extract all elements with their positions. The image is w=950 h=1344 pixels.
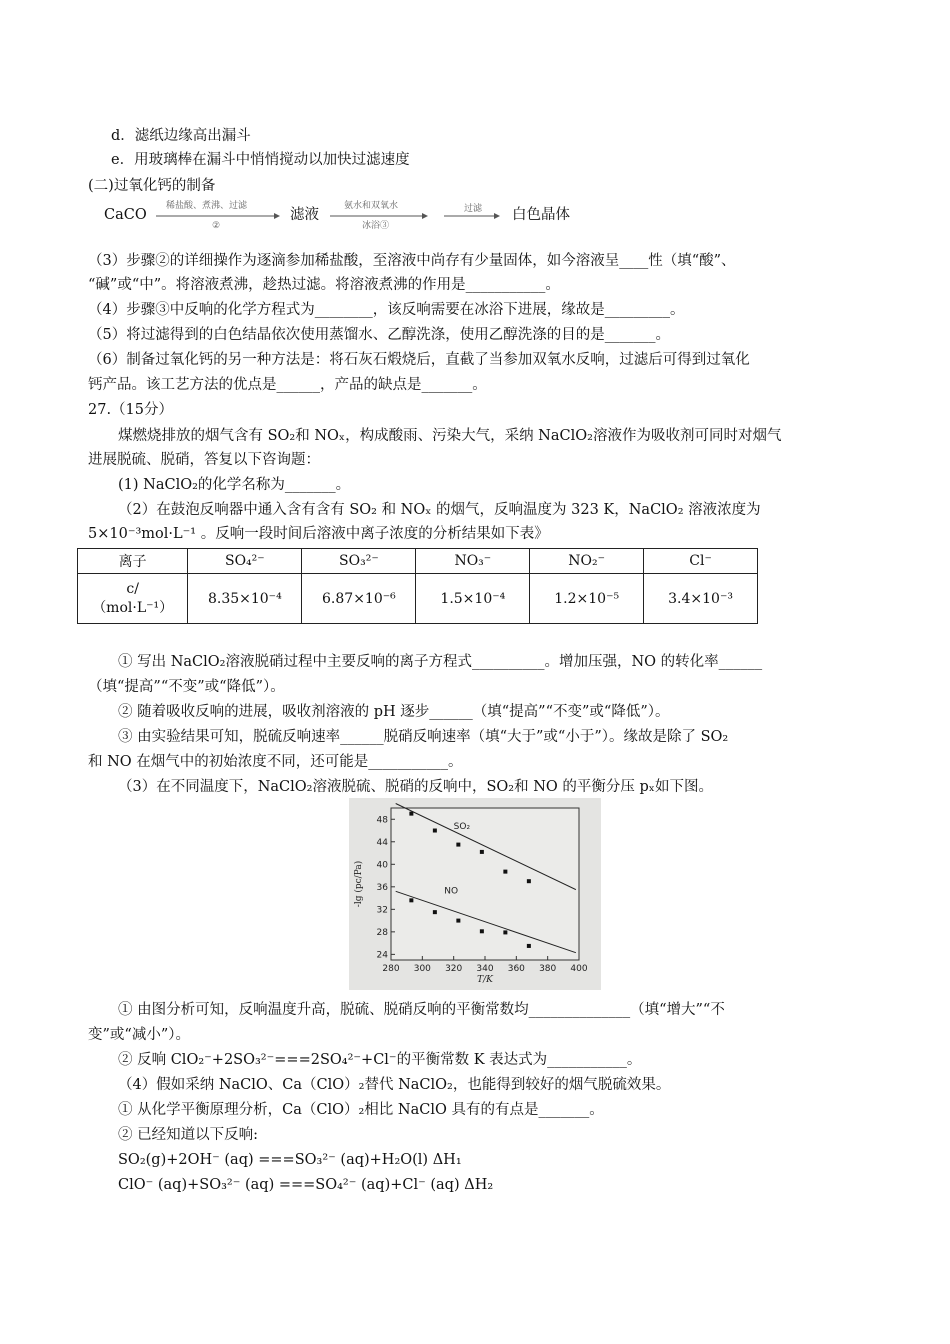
part-4-q1: ① 从化学平衡原理分析，Ca（ClO）₂相比 NaClO 具有的有点是_______。 — [118, 1102, 604, 1118]
question-3-line-1: （3）步骤②的详细操作为逐滴参加稀盐酸，至溶液中尚存有少量固体，如今溶液呈____性（填“酸”、 — [88, 253, 736, 269]
table-cell: 8.35×10⁻⁴ — [188, 574, 302, 624]
flow-mid: 滤液 — [290, 207, 319, 223]
q27-part-2-line-1: （2）在鼓泡反响器中通入含有含有 SO₂ 和 NOₓ 的烟气，反响温度为 323 K，NaClO₂ 溶液浓度为 — [118, 502, 761, 518]
y-tick-label: 36 — [376, 882, 388, 893]
q27-part-3: （3）在不同温度下，NaClO₂溶液脱硫、脱硝的反响中，SO₂和 NO 的平衡分压 pₓ如下图。 — [118, 779, 713, 795]
x-tick-label: 300 — [413, 964, 431, 974]
y-tick-label: 40 — [376, 860, 388, 871]
data-point — [433, 829, 437, 833]
table-row — [78, 574, 758, 624]
x-tick-label: 360 — [507, 964, 525, 974]
sub-3-line-1: ③ 由实验结果可知，脱硫反响速率______脱硝反响速率（填“大于”或“小于”）。缘故是除了 SO₂ — [118, 729, 729, 745]
row-label-line-1: c/ — [126, 580, 139, 597]
flow-step2-top: 氨水和双氧水 — [344, 201, 399, 211]
y-tick-label: 44 — [376, 837, 388, 848]
graph-q1-line-1: ① 由图分析可知，反响温度升高，脱硫、脱硝反响的平衡常数均______________（填“增大”“不 — [118, 1002, 725, 1018]
table-header-cell: NO₃⁻ — [416, 549, 530, 574]
table-cell: 1.5×10⁻⁴ — [416, 574, 530, 624]
plot-frame — [391, 808, 579, 960]
data-point — [503, 930, 507, 934]
data-point — [480, 929, 484, 933]
part-4-q2: ② 已经知道以下反响: — [118, 1127, 258, 1143]
option-e: e．用玻璃棒在漏斗中悄悄搅动以加快过滤速度 — [111, 152, 410, 168]
series-label: SO₂ — [453, 821, 471, 832]
sub-1-line-2: （填“提高”“不变”或“降低”）。 — [88, 679, 285, 695]
graph-q1-line-2: 变”或“减小”）。 — [88, 1027, 190, 1043]
y-tick-label: 24 — [376, 950, 388, 961]
row-label-line-2: （mol·L⁻¹） — [92, 599, 174, 616]
table-header-cell: SO₄²⁻ — [188, 549, 302, 574]
flow-end: 白色晶体 — [512, 207, 570, 223]
series-label: NO — [444, 886, 459, 897]
x-tick-label: 400 — [570, 964, 588, 974]
table-row-label — [78, 574, 188, 624]
x-tick-label: 340 — [476, 964, 494, 974]
table-cell: 1.2×10⁻⁵ — [530, 574, 644, 624]
q27-part-2-line-2: 5×10⁻³mol·L⁻¹ 。反响一段时间后溶液中离子浓度的分析结果如下表》 — [88, 526, 549, 542]
data-point — [527, 944, 531, 948]
sub-3-line-2: 和 NO 在烟气中的初始浓度不同，还可能是___________。 — [88, 754, 463, 770]
q27-intro-line-2: 进展脱硫、脱硝，答复以下咨询题： — [88, 452, 320, 468]
data-point — [456, 919, 460, 923]
question-3-line-2: “碱”或“中”。将溶液煮沸，趁热过滤。将溶液煮沸的作用是___________。 — [88, 277, 560, 293]
y-tick-label: 48 — [376, 815, 388, 826]
y-tick-label: 28 — [376, 927, 388, 938]
option-d: d．滤纸边缘高出漏斗 — [111, 128, 251, 144]
table-cell: 6.87×10⁻⁶ — [302, 574, 416, 624]
data-point — [409, 898, 413, 902]
flow-step1-top: 稀盐酸、煮沸、过滤 — [166, 201, 248, 211]
data-point — [480, 850, 484, 854]
graph-q2: ② 反响 ClO₂⁻+2SO₃²⁻===2SO₄²⁻+Cl⁻的平衡常数 K 表达式为___________。 — [118, 1052, 642, 1068]
ion-concentration-table — [77, 548, 758, 624]
question-4: （4）步骤③中反响的化学方程式为________，该反响需要在冰浴下进展，缘故是_________。 — [88, 302, 685, 318]
flow-start: CaCO — [104, 207, 147, 223]
data-point — [433, 910, 437, 914]
flow-step3-top: 过滤 — [464, 204, 483, 214]
section-2-title: (二)过氧化钙的制备 — [88, 178, 216, 194]
data-point — [456, 843, 460, 847]
flow-step1-bottom: ② — [212, 221, 221, 231]
x-tick-label: 280 — [382, 964, 400, 974]
question-6-line-1: （6）制备过氧化钙的另一种方法是：将石灰石煅烧后，直截了当参加双氧水反响，过滤后可得到过氧化 — [88, 352, 750, 368]
x-axis-label: T/K — [477, 975, 493, 985]
x-tick-label: 320 — [445, 964, 463, 974]
table-header-cell: 离子 — [78, 549, 188, 574]
data-point — [503, 870, 507, 874]
question-5: （5）将过滤得到的白色结晶依次使用蒸馏水、乙醇洗涤，使用乙醇洗涤的目的是_______。 — [88, 327, 670, 343]
equation-2: ClO⁻ (aq)+SO₃²⁻ (aq) ===SO₄²⁻ (aq)+Cl⁻ (aq) ΔH₂ — [118, 1177, 494, 1193]
table-cell: 3.4×10⁻³ — [644, 574, 758, 624]
table-header-row — [78, 549, 758, 574]
q27-part-1: (1) NaClO₂的化学名称为_______。 — [118, 477, 351, 493]
equation-1: SO₂(g)+2OH⁻ (aq) ===SO₃²⁻ (aq)+H₂O(l) ΔH₁ — [118, 1152, 462, 1168]
y-tick-label: 32 — [376, 905, 388, 916]
data-point — [409, 812, 413, 816]
data-point — [527, 879, 531, 883]
sub-2: ② 随着吸收反响的进展，吸收剂溶液的 pH 逐步______（填“提高”“不变”或“降低”）。 — [118, 704, 670, 720]
flow-step2-bottom: 冰浴③ — [362, 221, 390, 231]
q27-part-4: （4）假如采纳 NaClO、Ca（ClO）₂替代 NaClO₂，也能得到较好的烟气脱硫效果。 — [118, 1077, 671, 1093]
x-tick-label: 380 — [539, 964, 557, 974]
table-header-cell: Cl⁻ — [644, 549, 758, 574]
q27-intro-line-1: 煤燃烧排放的烟气含有 SO₂和 NOₓ，构成酸雨、污染大气，采纳 NaClO₂溶液作为吸收剂可同时对烟气 — [118, 428, 782, 444]
sub-1-line-1: ① 写出 NaClO₂溶液脱硝过程中主要反响的离子方程式__________。增加压强，NO 的转化率______ — [118, 654, 763, 670]
question-6-line-2: 钙产品。该工艺方法的优点是______，产品的缺点是_______。 — [88, 377, 487, 393]
partial-pressure-graph — [349, 798, 601, 990]
reaction-flow — [0, 200, 950, 240]
y-axis-label: -lg (pc/Pa) — [354, 860, 364, 908]
question-27-heading: 27.（15分） — [88, 402, 174, 418]
table-header-cell: SO₃²⁻ — [302, 549, 416, 574]
table-header-cell: NO₂⁻ — [530, 549, 644, 574]
